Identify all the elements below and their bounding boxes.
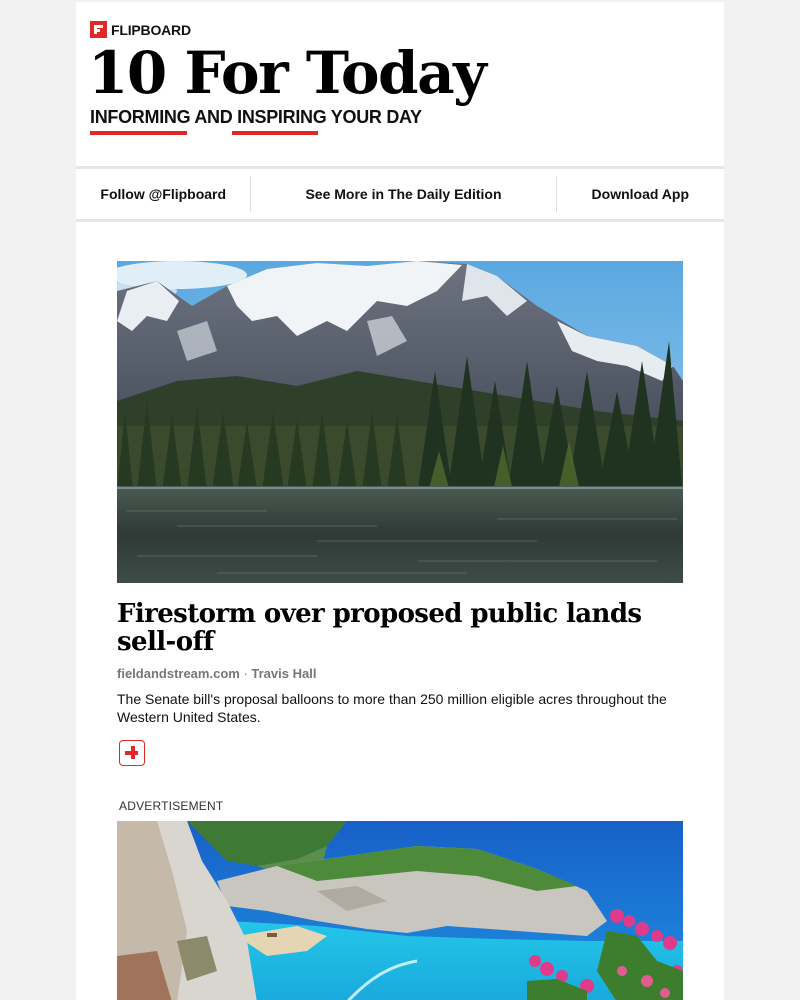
brand[interactable] — [90, 21, 191, 38]
page-title: 10 For Today — [88, 39, 486, 107]
email-card — [76, 2, 724, 1000]
advertisement-image[interactable] — [117, 821, 683, 1000]
flipboard-logo-icon — [90, 21, 107, 38]
nav-bar — [76, 166, 724, 222]
meta-separator: · — [239, 666, 252, 681]
tagline-underline-informing — [90, 131, 187, 135]
article-summary: The Senate bill's proposal balloons to more than 250 million eligible acres throughout the Western United States. — [117, 691, 667, 725]
article-author: Travis Hall — [251, 666, 317, 681]
tagline: INFORMING AND INSPIRING YOUR DAY — [90, 107, 422, 127]
masthead — [76, 2, 724, 166]
see-more-daily-edition-link[interactable]: See More in The Daily Edition — [305, 186, 502, 202]
coastal-beach-photo — [117, 821, 683, 1000]
brand-name: FLIPBOARD — [111, 21, 191, 38]
follow-flipboard-link[interactable]: Follow @Flipboard — [100, 186, 227, 202]
article-source[interactable]: fieldandstream.com — [117, 666, 240, 681]
download-app-link[interactable]: Download App — [591, 186, 689, 202]
plus-icon[interactable] — [119, 740, 145, 766]
article-meta — [117, 666, 316, 681]
article-headline[interactable]: Firestorm over proposed public lands sell-off — [117, 599, 642, 657]
article-image[interactable] — [117, 261, 683, 583]
mountain-lake-photo — [117, 261, 683, 583]
tagline-underline-inspiring — [232, 131, 318, 135]
advertisement-label: ADVERTISEMENT — [119, 799, 224, 813]
